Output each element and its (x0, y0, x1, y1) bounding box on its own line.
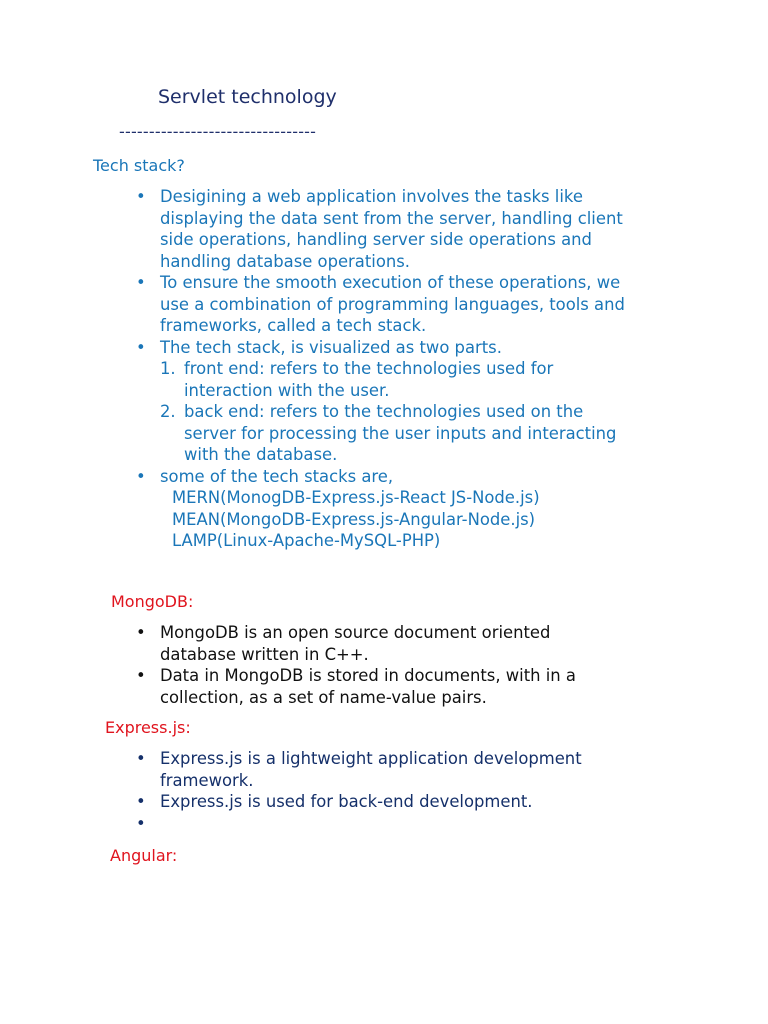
bullet-icon: • (136, 792, 146, 811)
list-item-line: Express.js is a lightweight application development (160, 749, 582, 768)
list-item-line: database written in C++. (160, 644, 369, 664)
list-item-line: frameworks, called a tech stack. (160, 316, 427, 335)
bullet-icon: • (136, 187, 146, 206)
list-item-line: handling database operations. (160, 251, 410, 271)
item-number: 1. (160, 359, 176, 378)
list-item (136, 791, 582, 813)
list-item-line: with the database. (184, 445, 338, 464)
bullet-icon: • (136, 749, 146, 768)
item-number: 2. (160, 402, 176, 421)
bullet-icon: • (136, 466, 146, 486)
list-item-line: use a combination of programming languages, tools and (160, 294, 625, 314)
list-item-line: framework. (160, 770, 254, 790)
express-heading: Express.js: (105, 718, 191, 737)
tech-stack-name: MEAN(MongoDB-Express.js-Angular-Node.js) (172, 509, 536, 529)
express-list (136, 748, 582, 834)
tech-stack-heading: Tech stack? (93, 156, 185, 175)
list-item-line: interaction with the user. (184, 380, 390, 400)
list-item-line: displaying the data sent from the server, handling client (160, 208, 623, 228)
list-item (136, 748, 582, 791)
angular-heading: Angular: (110, 846, 178, 865)
tech-stack-name: LAMP(Linux-Apache-MySQL-PHP) (172, 531, 441, 550)
title-underline: --------------------------------- (119, 122, 317, 141)
page-title: Servlet technology (158, 86, 337, 108)
numbered-item (160, 358, 625, 401)
list-item-line: server for processing the user inputs and interacting (184, 423, 617, 443)
list-item-line: side operations, handling server side operations and (160, 230, 592, 249)
numbered-item (160, 401, 625, 466)
bullet-icon: • (136, 623, 146, 642)
list-item-line: front end: refers to the technologies used for (184, 359, 554, 378)
list-item-line: some of the tech stacks are, (160, 466, 394, 486)
list-item-line: Desigining a web application involves the tasks like (160, 187, 583, 206)
mongodb-heading: MongoDB: (111, 592, 194, 611)
list-item-line: To ensure the smooth execution of these operations, we (160, 273, 621, 292)
list-item-line: MongoDB is an open source document oriented (160, 623, 551, 642)
list-item (136, 272, 625, 337)
list-item-line: Data in MongoDB is stored in documents, with in a (160, 666, 576, 685)
bullet-icon: • (136, 666, 146, 685)
tech-stack-name: MERN(MonogDB-Express.js-React JS-Node.js) (172, 488, 540, 507)
list-item (136, 622, 576, 665)
list-item (136, 466, 625, 552)
bullet-icon: • (136, 273, 146, 292)
mongodb-list (136, 622, 576, 708)
list-item-line: back end: refers to the technologies used on the (184, 402, 584, 421)
list-item (136, 186, 625, 272)
tech-stack-list (136, 186, 625, 552)
list-item-line: Express.js is used for back-end development. (160, 792, 533, 811)
list-item (136, 665, 576, 708)
list-item-line: collection, as a set of name-value pairs. (160, 687, 487, 707)
list-item-line: The tech stack, is visualized as two parts. (160, 337, 502, 357)
list-item (136, 813, 582, 835)
list-item (136, 337, 625, 466)
bullet-icon: • (136, 337, 146, 357)
bullet-icon: • (136, 813, 146, 833)
